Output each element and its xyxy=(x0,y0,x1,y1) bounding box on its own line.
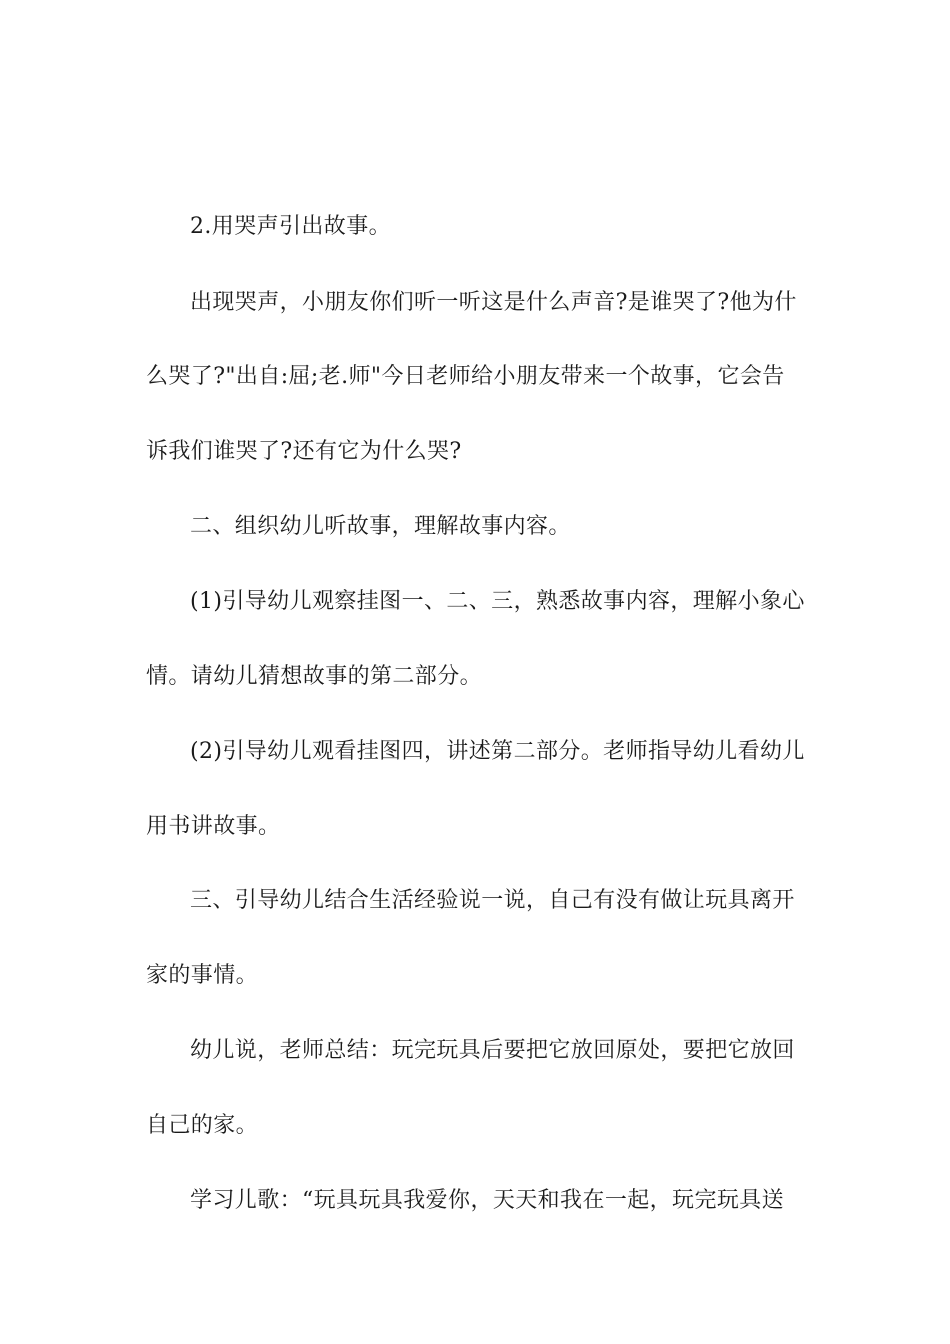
paragraph-line: 幼儿说，老师总结：玩完玩具后要把它放回原处，要把它放回 xyxy=(190,1038,795,1063)
section-heading: 二、组织幼儿听故事，理解故事内容。 xyxy=(190,514,571,539)
paragraph-line: 家的事情。 xyxy=(146,963,259,988)
paragraph-line: 用书讲故事。 xyxy=(146,814,281,839)
paragraph-line: 情。请幼儿猜想故事的第二部分。 xyxy=(146,664,483,689)
paragraph-line: 诉我们谁哭了?还有它为什么哭? xyxy=(146,439,462,464)
paragraph-line: 自己的家。 xyxy=(146,1113,259,1138)
paragraph-line: 么哭了?"出自:屈;老.师"今日老师给小朋友带来一个故事，它会告 xyxy=(146,364,785,389)
paragraph-line: (1)引导幼儿观察挂图一、二、三，熟悉故事内容，理解小象心 xyxy=(190,589,805,614)
paragraph-line: (2)引导幼儿观看挂图四，讲述第二部分。老师指导幼儿看幼儿 xyxy=(190,739,805,764)
paragraph-line: 出现哭声，小朋友你们听一听这是什么声音?是谁哭了?他为什 xyxy=(190,290,797,315)
paragraph-line: 学习儿歌：“玩具玩具我爱你，天天和我在一起，玩完玩具送 xyxy=(190,1188,785,1213)
section-heading: 三、引导幼儿结合生活经验说一说，自己有没有做让玩具离开 xyxy=(190,888,795,913)
paragraph-line: 2.用哭声引出故事。 xyxy=(190,214,391,239)
